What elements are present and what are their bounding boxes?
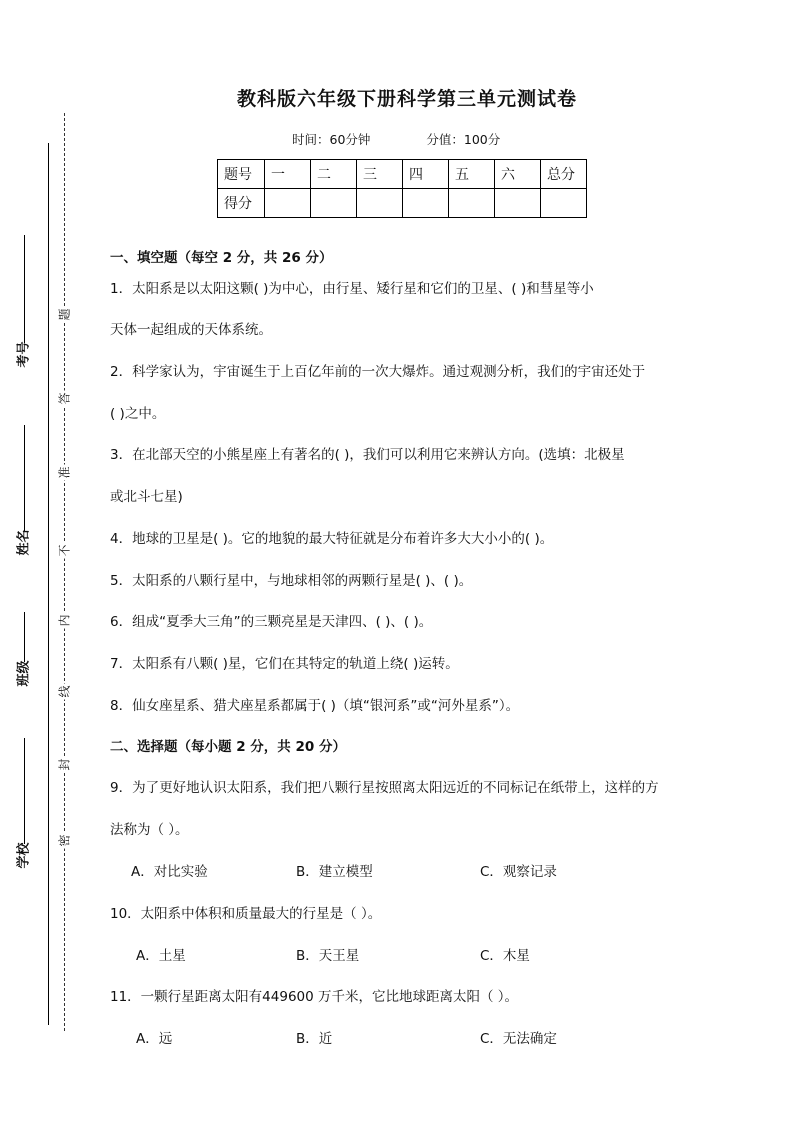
seal-char: 题: [57, 308, 72, 321]
exam-meta: [292, 130, 500, 148]
section-fill-in-heading: 一、填空题（每空 2 分，共 26 分）: [110, 250, 333, 266]
score-table-score-row: [218, 189, 587, 218]
seal-char: 答: [57, 392, 72, 405]
name-line: [24, 425, 25, 531]
score-table-cell: 得分: [218, 189, 265, 218]
option-c[interactable]: C．无法确定: [480, 1031, 557, 1047]
question-line: 5．太阳系的八颗行星中，与地球相邻的两颗行星是( )、( )。: [110, 573, 473, 589]
binding-dashed-line: [64, 113, 65, 1031]
question-line: 6．组成“夏季大三角”的三颗亮星是天津四、( )、( )。: [110, 614, 433, 630]
question-line: 1．太阳系是以太阳这颗( )为中心，由行星、矮行星和它们的卫星、( )和彗星等小: [110, 281, 594, 297]
score-table-cell: 总分: [541, 160, 587, 189]
exam-number-label: 考号: [16, 341, 32, 368]
option-b[interactable]: B．建立模型: [296, 864, 373, 880]
score-input-cell[interactable]: [403, 189, 449, 218]
question-line: 4．地球的卫星是( )。它的地貌的最大特征就是分布着许多大大小小的( )。: [110, 531, 554, 547]
class-line: [24, 612, 25, 662]
question-line: 7．太阳系有八颗( )星，它们在其特定的轨道上绕( )运转。: [110, 656, 459, 672]
score-table-header-row: [218, 160, 587, 189]
total-score: 分值：100分: [426, 132, 501, 147]
option-c[interactable]: C．观察记录: [480, 864, 557, 880]
score-input-cell[interactable]: [449, 189, 495, 218]
score-table-cell: 题号: [218, 160, 265, 189]
score-input-cell[interactable]: [541, 189, 587, 218]
score-table: [217, 159, 587, 218]
question-line: 天体一起组成的天体系统。: [110, 322, 272, 338]
score-table-cell: 二: [311, 160, 357, 189]
seal-char: 线: [57, 685, 72, 698]
question-line: 9．为了更好地认识太阳系，我们把八颗行星按照离太阳远近的不同标记在纸带上，这样的方: [110, 780, 659, 796]
score-table-cell: 一: [265, 160, 311, 189]
score-input-cell[interactable]: [495, 189, 541, 218]
name-label: 姓名: [16, 529, 32, 556]
option-b[interactable]: B．天王星: [296, 948, 360, 964]
time-limit: 时间：60分钟: [292, 132, 371, 147]
question-line: 8．仙女座星系、猎犬座星系都属于( )（填“银河系”或“河外星系”）。: [110, 698, 520, 714]
section-choice-heading: 二、选择题（每小题 2 分，共 20 分）: [110, 739, 346, 755]
score-input-cell[interactable]: [265, 189, 311, 218]
seal-char: 密: [57, 834, 72, 847]
school-line: [24, 738, 25, 844]
question-line: 法称为（ ）。: [110, 822, 189, 838]
question-line: 10．太阳系中体积和质量最大的行星是（ ）。: [110, 906, 382, 922]
seal-char: 不: [57, 544, 72, 557]
seal-char: 封: [57, 758, 72, 771]
exam-number-line: [24, 235, 25, 343]
seal-char: 内: [57, 614, 72, 627]
class-label: 班级: [16, 660, 32, 687]
option-a[interactable]: A．对比实验: [131, 864, 208, 880]
question-line: 或北斗七星): [110, 489, 183, 505]
school-label: 学校: [16, 842, 32, 869]
option-c[interactable]: C．木星: [480, 948, 530, 964]
binding-solid-line: [48, 143, 49, 1025]
option-a[interactable]: A．土星: [136, 948, 186, 964]
score-input-cell[interactable]: [311, 189, 357, 218]
question-line: 3．在北部天空的小熊星座上有著名的( )，我们可以利用它来辨认方向。(选填：北极星: [110, 447, 625, 463]
score-table-cell: 三: [357, 160, 403, 189]
question-line: ( )之中。: [110, 406, 166, 422]
option-b[interactable]: B．近: [296, 1031, 333, 1047]
score-table-cell: 五: [449, 160, 495, 189]
score-input-cell[interactable]: [357, 189, 403, 218]
question-line: 11．一颗行星距离太阳有449600 万千米，它比地球距离太阳（ ）。: [110, 989, 519, 1005]
page-title: 教科版六年级下册科学第三单元测试卷: [236, 88, 577, 110]
score-table-cell: 六: [495, 160, 541, 189]
score-table-cell: 四: [403, 160, 449, 189]
option-a[interactable]: A．远: [136, 1031, 173, 1047]
seal-char: 准: [57, 466, 72, 479]
question-line: 2．科学家认为，宇宙诞生于上百亿年前的一次大爆炸。通过观测分析，我们的宇宙还处于: [110, 364, 646, 380]
